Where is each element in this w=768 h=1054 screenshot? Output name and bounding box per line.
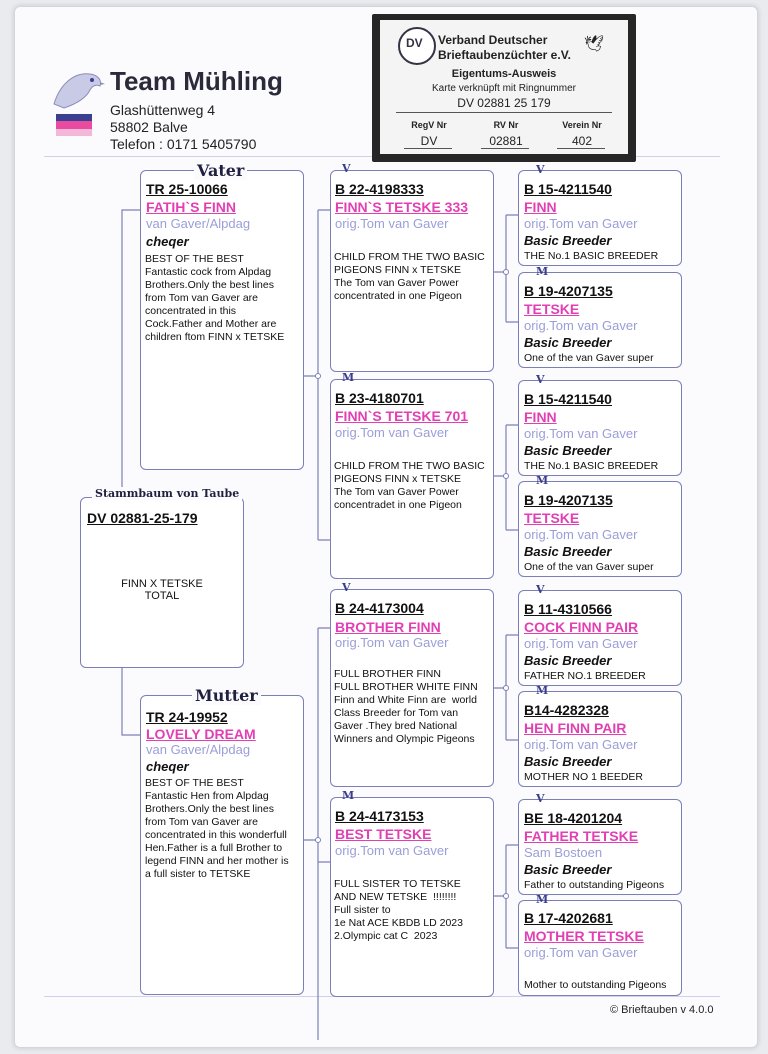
grandparent-box-4 [330, 797, 494, 997]
ggp-color: Basic Breeder [524, 653, 612, 668]
card-label-verein: Verein Nr [562, 120, 602, 130]
great-grandparent-box-1 [518, 170, 682, 266]
mother-box [140, 695, 304, 995]
ggp-name: FINN [524, 199, 557, 215]
sex-mark: M [536, 265, 549, 278]
great-grandparent-box-5 [518, 590, 682, 686]
grandparent-box-2 [330, 379, 494, 579]
sex-mark: V [536, 583, 545, 596]
footer-copyright: © Brieftauben v 4.0.0 [610, 1004, 714, 1016]
mother-name: LOVELY DREAM [146, 726, 256, 742]
grandparent-description: FULL BROTHER FINN FULL BROTHER WHITE FINN Finn and White Finn are world Class Breeder for Tom van Gaver .They bred National Winners and Olympic Pigeons [334, 668, 478, 745]
team-name: Team Mühling [110, 66, 283, 96]
card-title: Eigentums-Ausweis [451, 68, 557, 80]
father-label: Vater [194, 161, 247, 180]
great-grandparent-box-8 [518, 900, 682, 996]
grandparent-ring: B 22-4198333 [335, 181, 424, 197]
card-value-regv: DV [420, 134, 438, 148]
ggp-origin: Sam Bostoen [524, 845, 603, 860]
sex-mark: M [536, 893, 549, 906]
ggp-description: THE No.1 BASIC BREEDER [524, 460, 659, 472]
ggp-origin: orig.Tom van Gaver [524, 636, 638, 651]
grandparent-name: FINN`S TETSKE 701 [335, 408, 469, 424]
father-color: cheqer [146, 234, 189, 249]
ggp-color: Basic Breeder [524, 544, 612, 559]
sex-mark: V [536, 163, 545, 176]
ggp-description: FATHER NO.1 BREEDER [524, 670, 646, 682]
father-ring: TR 25-10066 [146, 181, 228, 197]
grandparent-origin: orig.Tom van Gaver [335, 843, 449, 858]
grandparent-box-1 [330, 170, 494, 372]
father-description: BEST OF THE BEST Fantastic cock from Alpdag Brothers.Only the best lines from Tom van Gaver are concentrated in this Cock.Father and Mother are children ftom FINN x TETSKE [145, 253, 285, 343]
ggp-ring: B 19-4207135 [524, 492, 613, 508]
sex-mark: M [536, 684, 549, 697]
card-value-rv: 02881 [489, 134, 523, 148]
ggp-ring: B 11-4310566 [524, 601, 612, 617]
mother-description: BEST OF THE BEST Fantastic Hen from Alpdag Brothers.Only the best lines from Tom van Gaver are concentrated in this wonderfull Hen.Father is a full Brother to legend FINN and her mother is a full sister to TETSKE [145, 777, 289, 880]
ggp-name: COCK FINN PAIR [524, 619, 639, 635]
sex-mark: V [342, 162, 351, 175]
mother-origin: van Gaver/Alpdag [146, 742, 251, 757]
ggp-origin: orig.Tom van Gaver [524, 527, 638, 542]
address-city: 58802 Balve [110, 119, 188, 135]
father-origin: van Gaver/Alpdag [146, 216, 251, 231]
ggp-name: MOTHER TETSKE [524, 928, 644, 944]
ggp-description: THE No.1 BASIC BREEDER [524, 250, 659, 262]
pigeon-card-icon: 🕊 [584, 36, 605, 53]
sex-mark: M [342, 371, 355, 384]
ggp-color: Basic Breeder [524, 862, 612, 877]
card-label-regv: RegV Nr [411, 120, 447, 130]
ggp-origin: orig.Tom van Gaver [524, 426, 638, 441]
ggp-color: Basic Breeder [524, 233, 612, 248]
ggp-name: HEN FINN PAIR [524, 720, 627, 736]
grandparent-origin: orig.Tom van Gaver [335, 216, 449, 231]
card-ring-number: DV 02881 25 179 [457, 96, 551, 110]
grandparent-name: FINN`S TETSKE 333 [335, 199, 469, 215]
card-subtitle: Karte verknüpft mit Ringnummer [432, 83, 576, 94]
ggp-color: Basic Breeder [524, 754, 612, 769]
grandparent-description: FULL SISTER TO TETSKE AND NEW TETSKE !!!!!!!! Full sister to 1e Nat ACE KBDB LD 2023 2.Olympic cat C 2023 [334, 878, 463, 942]
grandparent-origin: orig.Tom van Gaver [335, 425, 449, 440]
address-phone: Telefon : 0171 5405790 [110, 136, 257, 152]
root-ring: DV 02881-25-179 [87, 510, 198, 526]
mother-ring: TR 24-19952 [146, 709, 228, 725]
mother-color: cheqer [146, 759, 189, 774]
grandparent-ring: B 24-4173004 [335, 600, 424, 616]
mother-label: Mutter [192, 686, 261, 705]
grandparent-name: BROTHER FINN [335, 619, 441, 635]
ggp-description: One of the van Gaver super [524, 561, 654, 573]
card-org-line2: Brieftaubenzüchter e.V. [438, 48, 571, 62]
ggp-color: Basic Breeder [524, 443, 612, 458]
father-box [140, 170, 304, 470]
grandparent-ring: B 24-4173153 [335, 808, 424, 824]
great-grandparent-box-6 [518, 691, 682, 787]
grandparent-name: BEST TETSKE [335, 826, 432, 842]
card-org-line1: Verband Deutscher [438, 33, 548, 47]
ggp-origin: orig.Tom van Gaver [524, 737, 638, 752]
father-name: FATIH`S FINN [146, 199, 236, 215]
ggp-ring: B 17-4202681 [524, 910, 613, 926]
great-grandparent-box-7 [518, 799, 682, 895]
seal-text: DV [406, 36, 423, 50]
root-summary: FINN X TETSKE TOTAL [121, 578, 203, 602]
ggp-name: TETSKE [524, 301, 580, 317]
grandparent-description: CHILD FROM THE TWO BASIC PIGEONS FINN x TETSKE The Tom van Gaver Power concentrated in one Pigeon [334, 251, 485, 302]
ggp-description: Mother to outstanding Pigeons [524, 979, 667, 991]
ggp-name: FINN [524, 409, 557, 425]
ggp-name: FATHER TETSKE [524, 828, 639, 844]
ggp-color: Basic Breeder [524, 335, 612, 350]
ggp-ring: B 15-4211540 [524, 181, 612, 197]
ggp-ring: B 19-4207135 [524, 283, 613, 299]
sex-mark: V [536, 792, 545, 805]
ggp-name: TETSKE [524, 510, 580, 526]
ggp-origin: orig.Tom van Gaver [524, 216, 638, 231]
ggp-ring: B 15-4211540 [524, 391, 612, 407]
sex-mark: V [342, 581, 351, 594]
card-value-verein: 402 [571, 134, 593, 148]
sex-mark: M [536, 474, 549, 487]
address-street: Glashüttenweg 4 [110, 102, 216, 118]
ggp-description: One of the van Gaver super [524, 352, 654, 364]
ggp-ring: BE 18-4201204 [524, 810, 623, 826]
ggp-description: Father to outstanding Pigeons [524, 879, 665, 891]
sex-mark: V [536, 373, 545, 386]
sex-mark: M [342, 789, 355, 802]
root-pigeon-box [80, 497, 244, 668]
card-label-rv: RV Nr [493, 120, 519, 130]
great-grandparent-box-2 [518, 272, 682, 368]
grandparent-description: CHILD FROM THE TWO BASIC PIGEONS FINN x TETSKE The Tom van Gaver Power concentradet in one Pigeon [334, 460, 485, 511]
grandparent-origin: orig.Tom van Gaver [335, 635, 449, 650]
great-grandparent-box-3 [518, 380, 682, 476]
grandparent-ring: B 23-4180701 [335, 390, 424, 406]
ggp-origin: orig.Tom van Gaver [524, 945, 638, 960]
great-grandparent-box-4 [518, 481, 682, 577]
ggp-origin: orig.Tom van Gaver [524, 318, 638, 333]
grandparent-box-3 [330, 589, 494, 787]
ggp-ring: B14-4282328 [524, 702, 609, 718]
ggp-description: MOTHER NO 1 BEEDER [524, 771, 644, 783]
root-label: Stammbaum von Taube [92, 487, 242, 500]
